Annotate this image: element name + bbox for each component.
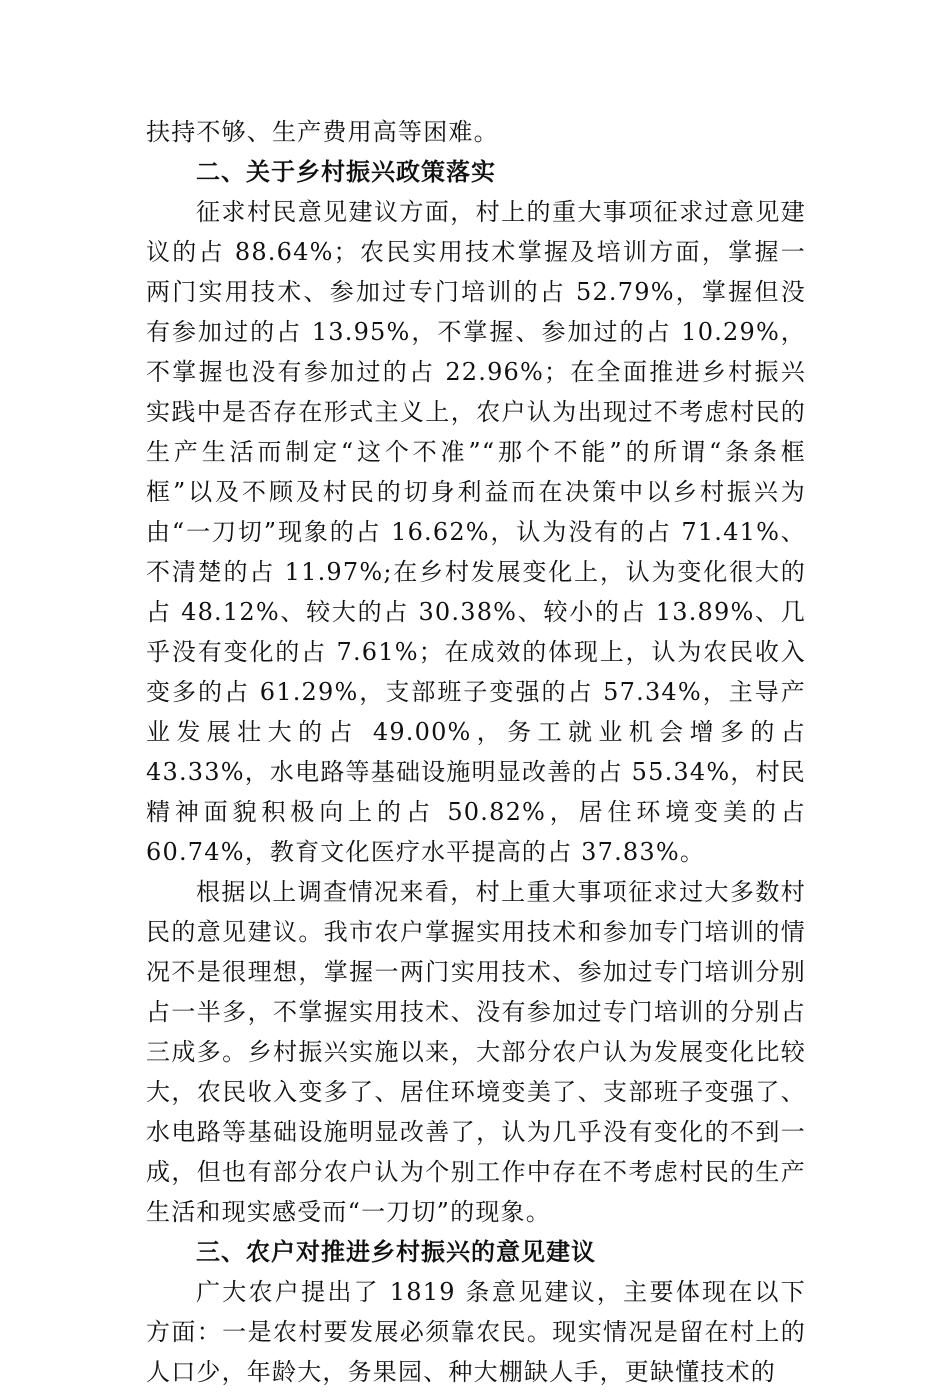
paragraph-survey-results: 征求村民意见建议方面，村上的重大事项征求过意见建议的占 88.64%；农民实用技术掌握及培训方面，掌握一两门实用技术、参加过专门培训的占 52.79%，掌握但没有参加过的占 13.95%，不掌握、参加过的占 10.29%，不掌握也没有参加过的占 22.96%；在全面推进乡村振兴实践中是否存在形式主义上，农户认为出现过不考虑村民的生产生活而制定“这个不准”“那个不能”的所谓“条条框框”以及不顾及村民的切身利益而在决策中以乡村振兴为由“一刀切”现象的占 16.62%，认为没有的占 71.41%、不清楚的占 11.97%;在乡村发展变化上，认为变化很大的占 48.12%、较大的占 30.38%、较小的占 13.89%、几乎没有变化的占 7.61%；在成效的体现上，认为农民收入变多的占 61.29%，支部班子变强的占 57.34%，主导产业发展壮大的占 49.00%，务工就业机会增多的占 43.33%，水电路等基础设施明显改善的占 55.34%，村民精神面貌积极向上的占 50.82%，居住环境变美的占 60.74%，教育文化医疗水平提高的占 37.83%。 <box>146 198 806 866</box>
section-heading-farmer-suggestions: 三、农户对推进乡村振兴的意见建议 <box>196 1238 596 1266</box>
continuation-text: 扶持不够、生产费用高等困难。 <box>146 118 499 146</box>
paragraph-farmer-suggestions: 广大农户提出了 1819 条意见建议，主要体现在以下方面：一是农村要发展必须靠农民。现实情况是留在村上的人口少，年龄大，务果园、种大棚缺人手，更缺懂技术的 <box>146 1278 806 1386</box>
section-heading-policy-implementation: 二、关于乡村振兴政策落实 <box>196 158 496 186</box>
document-body <box>146 112 806 1392</box>
paragraph-survey-analysis: 根据以上调查情况来看，村上重大事项征求过大多数村民的意见建议。我市农户掌握实用技术和参加专门培训的情况不是很理想，掌握一两门实用技术、参加过专门培训分别占一半多，不掌握实用技术、没有参加过专门培训的分别占三成多。乡村振兴实施以来，大部分农户认为发展变化比较大，农民收入变多了、居住环境变美了、支部班子变强了、水电路等基础设施明显改善了，认为几乎没有变化的不到一成，但也有部分农户认为个别工作中存在不考虑村民的生产生活和现实感受而“一刀切”的现象。 <box>146 878 806 1226</box>
